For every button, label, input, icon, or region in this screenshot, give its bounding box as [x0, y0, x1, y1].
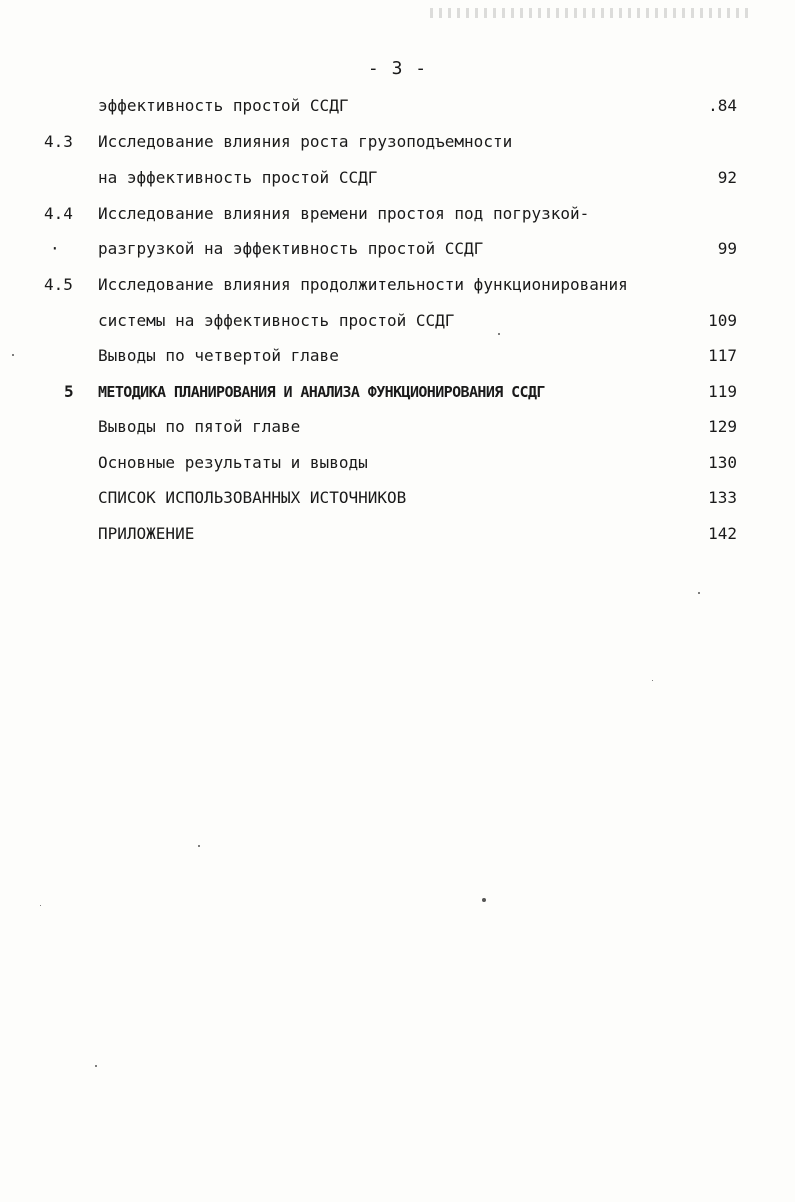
toc-row [0, 344, 795, 368]
scan-speck [40, 905, 41, 906]
toc-page-number: 129 [708, 417, 737, 436]
toc-number: 4.3 [44, 132, 73, 151]
toc-row [0, 237, 795, 261]
toc-page-number: .84 [708, 96, 737, 115]
toc-number: · [50, 239, 60, 258]
toc-number: 4.5 [44, 275, 73, 294]
toc-title: МЕТОДИКА ПЛАНИРОВАНИЯ И АНАЛИЗА ФУНКЦИОНИРОВАНИЯ ССДГ [98, 383, 545, 401]
scan-speck [482, 898, 486, 902]
scan-speck [95, 1065, 97, 1067]
toc-title: Исследование влияния продолжительности функционирования [98, 275, 628, 294]
toc-row [0, 522, 795, 546]
toc-page-number: 117 [708, 346, 737, 365]
toc-number: 4.4 [44, 204, 73, 223]
toc-title: Выводы по пятой главе [98, 417, 301, 436]
toc-title: Основные результаты и выводы [98, 453, 368, 472]
scan-noise [430, 8, 750, 18]
toc-page-number: 92 [717, 168, 737, 187]
toc-title: разгрузкой на эффективность простой ССДГ [98, 239, 484, 258]
toc-row [0, 166, 795, 190]
scan-speck [12, 354, 14, 356]
toc-row [0, 202, 795, 226]
toc-title: ПРИЛОЖЕНИЕ [98, 524, 195, 543]
toc-title: Исследование влияния роста грузоподъемности [98, 132, 513, 151]
toc-number: 5 [64, 382, 74, 401]
toc-page-number: 133 [708, 488, 737, 507]
toc-page-number: 119 [708, 382, 737, 401]
scan-speck [652, 680, 653, 681]
toc-page-number: 99 [717, 239, 737, 258]
toc-title: на эффективность простой ССДГ [98, 168, 378, 187]
toc-page-number: 142 [708, 524, 737, 543]
toc-row [0, 94, 795, 118]
scan-speck [498, 333, 500, 335]
toc-title: Выводы по четвертой главе [98, 346, 339, 365]
toc-row [0, 130, 795, 154]
toc-row [0, 273, 795, 297]
toc-title: Исследование влияния времени простоя под погрузкой- [98, 204, 590, 223]
toc-row [0, 309, 795, 333]
scan-speck [698, 592, 700, 594]
toc-title: СПИСОК ИСПОЛЬЗОВАННЫХ ИСТОЧНИКОВ [98, 488, 407, 507]
page-number: - 3 - [367, 58, 428, 79]
toc-page-number: 109 [708, 311, 737, 330]
toc-row [0, 415, 795, 439]
scan-speck [198, 845, 200, 847]
toc-row [0, 451, 795, 475]
toc-row [0, 486, 795, 510]
toc-row [0, 380, 795, 404]
toc-title: эффективность простой ССДГ [98, 96, 349, 115]
toc-page-number: 130 [708, 453, 737, 472]
toc-title: системы на эффективность простой ССДГ [98, 311, 455, 330]
